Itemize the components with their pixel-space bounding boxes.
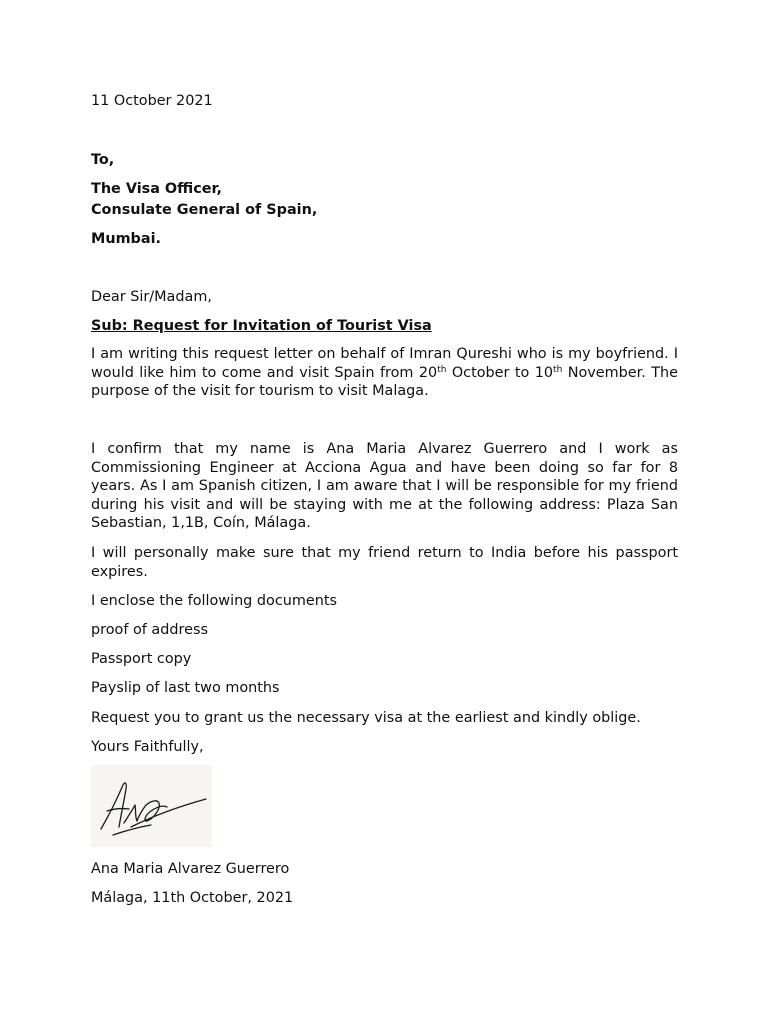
signature-image — [91, 765, 212, 847]
document-item: Payslip of last two months — [91, 680, 280, 696]
paragraph1-sup-2: th — [553, 364, 563, 375]
salutation: Dear Sir/Madam, — [91, 289, 212, 305]
paragraph1-text-1: I am writing this request letter on behalf of Imran Qureshi who is my boyfriend. I would like him to come and visit Spain from 20 — [91, 346, 678, 381]
document-item: proof of address — [91, 622, 208, 638]
document-item: Passport copy — [91, 651, 192, 667]
signer-name: Ana Maria Alvarez Guerrero — [91, 861, 290, 877]
recipient-to: To, — [91, 152, 115, 168]
enclose-intro: I enclose the following documents — [91, 593, 337, 609]
place-date: Málaga, 11th October, 2021 — [91, 890, 294, 906]
paragraph1-text-3: November. The purpose of the visit for tourism to visit Malaga. — [91, 364, 679, 399]
paragraph-visit-purpose — [91, 345, 678, 401]
paragraph1-text-2: October to 10 — [446, 364, 554, 381]
recipient-line2: Consulate General of Spain, — [91, 202, 318, 218]
recipient-city: Mumbai. — [91, 231, 161, 247]
recipient-line1: The Visa Officer, — [91, 181, 222, 197]
paragraph-return-assurance: I will personally make sure that my friend return to India before his passport expires. — [91, 545, 678, 580]
letter-date: 11 October 2021 — [91, 93, 213, 109]
signature-drawing — [91, 765, 212, 847]
paragraph1-sup-1: th — [437, 364, 447, 375]
request-line: Request you to grant us the necessary visa at the earliest and kindly oblige. — [91, 710, 641, 726]
paragraph-confirmation: I confirm that my name is Ana Maria Alvarez Guerrero and I work as Commissioning Engineer at Acciona Agua and have been doing so far for 8 years. As I am Spanish citizen, I am aware that I will be responsible for my friend during his visit and will be staying with me at the following address: Plaza San Sebastian, 1,1B, Coín, Málaga. — [91, 441, 678, 531]
closing-line: Yours Faithfully, — [91, 739, 204, 755]
subject-line: Sub: Request for Invitation of Tourist Visa — [91, 318, 432, 334]
